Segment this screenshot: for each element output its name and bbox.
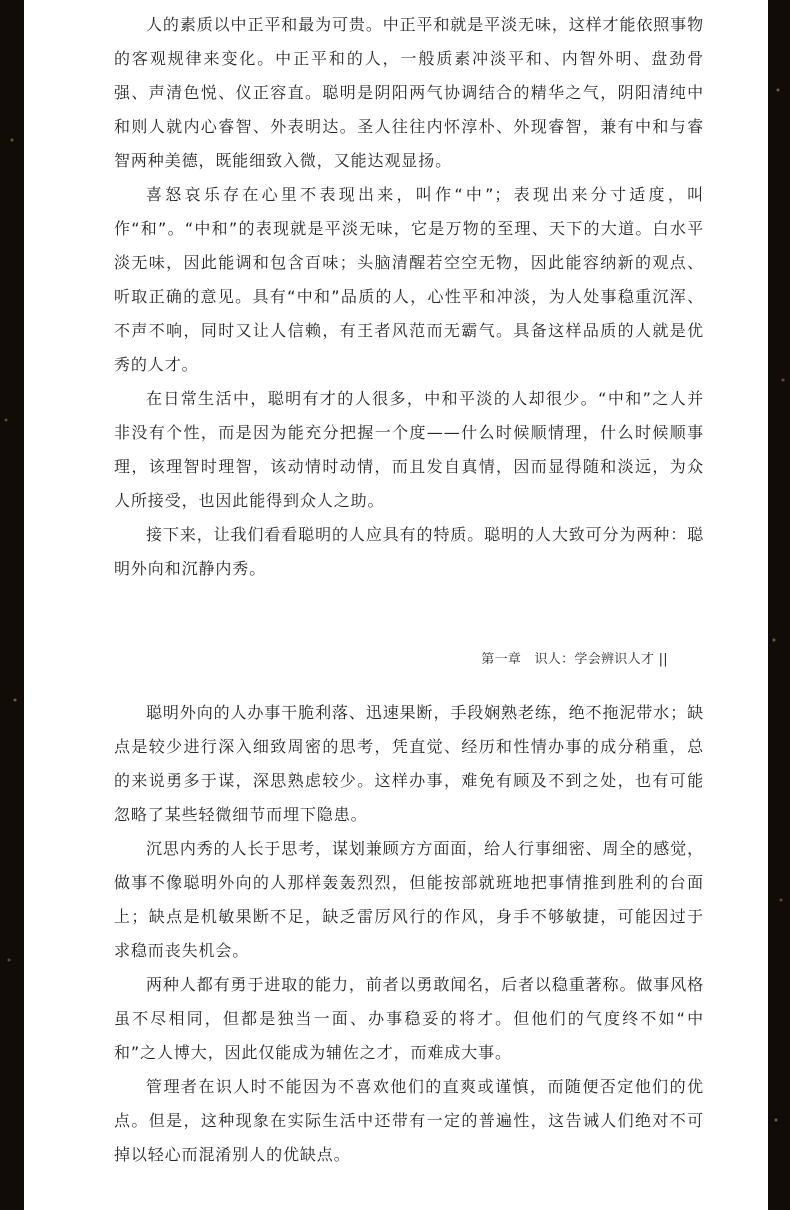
paragraph: 两种人都有勇于进取的能力，前者以勇敢闻名，后者以稳重著称。做事风格虽不尽相同，但都是独当一面、办事稳妥的将才。但他们的气度终不如“中和”之人博大，因此仅能成为辅佐之才，而难成大事。: [114, 975, 704, 1062]
running-header: 第一章 识人：学会辨识人才 ||: [481, 652, 668, 667]
paragraph: 聪明外向的人办事干脆利落、迅速果断，手段娴熟老练，绝不拖泥带水；缺点是较少进行深入细致周密的思考，凭直觉、经历和性情办事的成分稍重，总的来说勇多于谋，深思熟虑较少。这样办事，难免有顾及不到之处，也有可能忽略了某些轻微细节而埋下隐患。: [114, 703, 704, 824]
paragraph: 人的素质以中正平和最为可贵。中正平和就是平淡无味，这样才能依照事物的客观规律来变化。中正平和的人，一般质素冲淡平和、内智外明、盘劲骨强、声清色悦、仪正容直。聪明是阴阳两气协调结合的精华之气，阴阳清纯中和则人就内心睿智、外表明达。圣人往往内怀淳朴、外现睿智，兼有中和与睿智两种美德，既能细致入微，又能达观显扬。: [114, 15, 704, 170]
book-page: [24, 0, 768, 1210]
paragraph: 喜怒哀乐存在心里不表现出来，叫作“中”；表现出来分寸适度，叫作“和”。“中和”的表现就是平淡无味，它是万物的至理、天下的大道。白水平淡无味，因此能调和包含百味；头脑清醒若空空无物，因此能容纳新的观点、听取正确的意见。具有“中和”品质的人，心性平和冲淡，为人处事稳重沉浑、不声不响，同时又让人信赖，有王者风范而无霸气。具备这样品质的人就是优秀的人才。: [114, 185, 704, 374]
text-block-top: [114, 8, 704, 586]
paragraph: 在日常生活中，聪明有才的人很多，中和平淡的人却很少。“中和”之人并非没有个性，而是因为能充分把握一个度——什么时候顺情理，什么时候顺事理，该理智时理智，该动情时动情，而且发自真情，因而显得随和淡远，为众人所接受，也因此能得到众人之助。: [114, 389, 704, 510]
paragraph: 沉思内秀的人长于思考，谋划兼顾方方面面，给人行事细密、周全的感觉，做事不像聪明外向的人那样轰轰烈烈，但能按部就班地把事情推到胜利的台面上；缺点是机敏果断不足，缺乏雷厉风行的作风，身手不够敏捷，可能因过于求稳而丧失机会。: [114, 839, 704, 960]
text-block-bottom: [114, 696, 704, 1172]
paragraph: 接下来，让我们看看聪明的人应具有的特质。聪明的人大致可分为两种：聪明外向和沉静内秀。: [114, 525, 704, 578]
paragraph: 管理者在识人时不能因为不喜欢他们的直爽或谨慎，而随便否定他们的优点。但是，这种现象在实际生活中还带有一定的普遍性，这告诫人们绝对不可掉以轻心而混淆别人的优缺点。: [114, 1077, 704, 1164]
